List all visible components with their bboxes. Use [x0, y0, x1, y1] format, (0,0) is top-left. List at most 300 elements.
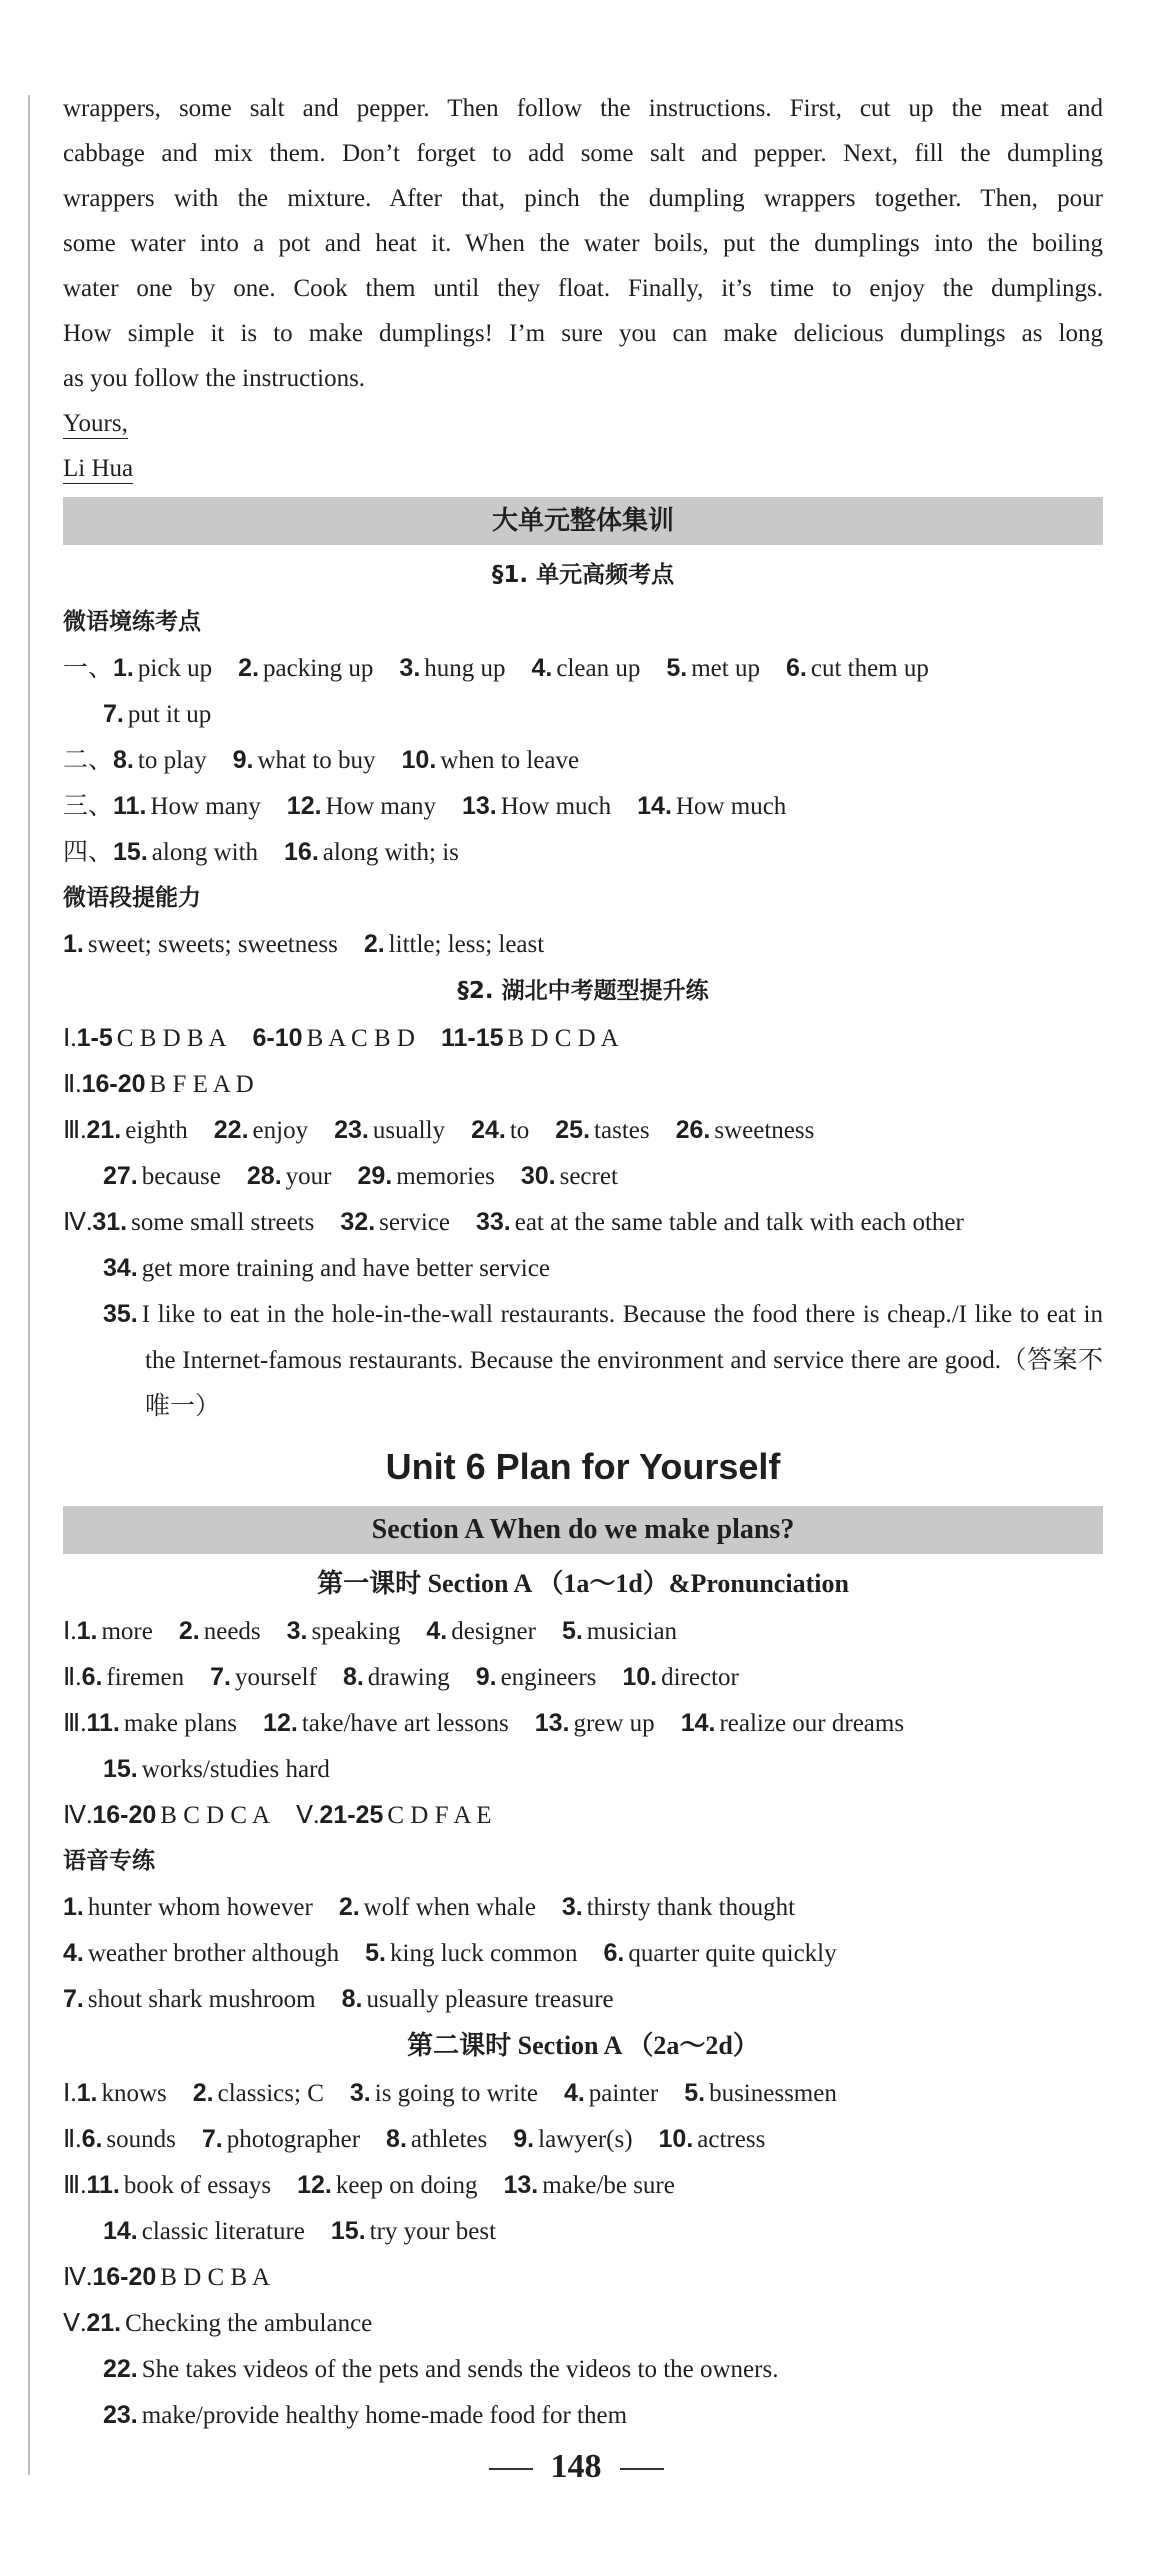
answer-items — [63, 1986, 640, 2013]
answer-row — [63, 1061, 1103, 1107]
letter-closing: Yours, — [63, 410, 128, 437]
item-answer: met up — [691, 655, 760, 682]
item-number: 4. — [426, 1617, 448, 1645]
item-number: 8. — [113, 746, 134, 774]
group-label: 三、 — [63, 793, 114, 820]
answer-item — [386, 2126, 487, 2153]
answer-item — [284, 839, 459, 866]
answer-item — [103, 2356, 778, 2383]
item-number: 23. — [103, 2401, 138, 2429]
item-answer: what to buy — [257, 747, 376, 774]
answer-item — [339, 1894, 536, 1921]
item-answer: put it up — [127, 701, 212, 728]
group-label: Ⅲ. — [63, 2172, 87, 2199]
item-number: 12. — [297, 2171, 332, 2199]
answer-item — [287, 1618, 401, 1645]
item-number: 13. — [503, 2171, 539, 2199]
letter-line: some water into a pot and heat it. When the water boils, put the dumplings into the boiling — [63, 230, 1103, 257]
answer-item — [676, 1117, 815, 1144]
item-answer: How many — [325, 793, 436, 820]
item-number: 1. — [63, 930, 84, 958]
answer-items — [103, 1255, 576, 1282]
answer-row — [63, 1976, 1103, 2022]
answer-page — [63, 86, 1103, 2438]
item-number: 29. — [357, 1162, 393, 1190]
answer-row — [63, 1654, 1103, 1700]
answer-item — [564, 2080, 658, 2107]
item-number: 1. — [113, 654, 134, 682]
answer-items — [113, 655, 955, 682]
item-answer: your — [285, 1163, 332, 1190]
answer-items — [92, 1209, 990, 1236]
answer-item — [77, 1618, 153, 1645]
item-answer: How much — [500, 793, 612, 820]
item-answer: to play — [137, 747, 207, 774]
answer-item — [521, 1163, 618, 1190]
answer-items — [87, 2172, 701, 2199]
answer-row — [63, 2254, 1103, 2300]
item-number: 9. — [232, 746, 254, 774]
item-answer: grew up — [573, 1710, 655, 1737]
item-answer: hung up — [424, 655, 506, 682]
group-label: Ⅱ. — [63, 1664, 82, 1691]
answer-row — [63, 645, 1103, 691]
item-number: 26. — [675, 1116, 711, 1144]
item-answer: How many — [150, 793, 261, 820]
item-number: 31. — [92, 1208, 128, 1236]
answer-items — [92, 1802, 296, 1829]
item-number: 15. — [103, 1755, 138, 1783]
item-answer: C B D B A — [116, 1025, 227, 1052]
item-answer: memories — [396, 1163, 495, 1190]
answer-items — [82, 1664, 765, 1691]
item-answer: works/studies hard — [141, 1756, 330, 1783]
answer-items — [77, 1025, 645, 1052]
answer-items — [82, 2126, 792, 2153]
answer-item — [263, 1710, 509, 1737]
item-number: 6. — [785, 654, 807, 682]
letter-body — [63, 86, 1103, 491]
answer-item — [103, 1756, 330, 1783]
answer-items — [63, 1894, 821, 1921]
item-number: 6. — [81, 2125, 103, 2153]
group-label: Ⅱ. — [63, 1071, 82, 1098]
answer-item — [555, 1117, 649, 1144]
item-number: 4. — [63, 1939, 84, 1967]
item-answer: firemen — [106, 1664, 185, 1691]
answer-item — [87, 1117, 188, 1144]
group-label: Ⅰ. — [63, 1618, 77, 1645]
item-answer: musician — [586, 1618, 678, 1645]
item-number: 7. — [103, 700, 124, 728]
answer-item — [103, 701, 211, 728]
answer-item — [357, 1163, 494, 1190]
answer-item — [637, 793, 786, 820]
answer-item — [82, 2126, 176, 2153]
answer-item — [193, 2080, 324, 2107]
item-answer: classics; C — [217, 2080, 324, 2107]
item-answer: weather brother although — [87, 1940, 340, 1967]
group-label: Ⅴ. — [296, 1802, 320, 1829]
item-number: 7. — [210, 1663, 232, 1691]
answer-item — [77, 2080, 167, 2107]
answer-item — [562, 1894, 795, 1921]
answer-item — [684, 2080, 837, 2107]
answer-items — [113, 839, 485, 866]
item-answer: usually pleasure treasure — [366, 1986, 614, 2013]
answer-row — [63, 2346, 1103, 2392]
item-answer: get more training and have better service — [141, 1255, 550, 1282]
item-answer: speaking — [311, 1618, 401, 1645]
left-margin-rule — [28, 95, 30, 2475]
group-label: 四、 — [63, 839, 114, 866]
item-answer: because — [141, 1163, 221, 1190]
item-number: 7. — [63, 1985, 84, 2013]
item-number: 9. — [475, 1663, 497, 1691]
group-label: Ⅳ. — [63, 1209, 93, 1236]
answer-item — [253, 1025, 415, 1052]
answer-row — [63, 1930, 1103, 1976]
answer-item — [247, 1163, 332, 1190]
answer-item — [365, 1940, 577, 1967]
item-answer: engineers — [500, 1664, 597, 1691]
subsection-title: 微语境练考点 — [63, 609, 201, 635]
answer-row — [63, 737, 1103, 783]
answer-item — [562, 1618, 677, 1645]
answer-row — [63, 1015, 1103, 1061]
item-answer: clean up — [556, 655, 641, 682]
item-number: 10. — [401, 746, 437, 774]
answer-item — [210, 1664, 317, 1691]
item-answer: make/provide healthy home-made food for them — [141, 2402, 628, 2429]
answer-item — [666, 655, 760, 682]
item-answer: shout shark mushroom — [87, 1986, 316, 2013]
item-answer: king luck common — [390, 1940, 578, 1967]
answer-row — [63, 2208, 1103, 2254]
answer-items — [92, 2264, 296, 2291]
item-answer: eat at the same table and talk with each other — [514, 1209, 964, 1236]
item-number: 13. — [461, 792, 497, 820]
item-number: 21. — [86, 2309, 122, 2337]
item-answer: sweet; sweets; sweetness — [87, 931, 338, 958]
answer-item — [504, 2172, 675, 2199]
letter-line: water one by one. Cook them until they float. Finally, it’s time to enjoy the dumplings. — [63, 275, 1103, 302]
item-number: 34. — [103, 1254, 138, 1282]
item-number: 1. — [76, 2079, 98, 2107]
answer-item — [103, 1255, 550, 1282]
answer-row — [63, 1199, 1103, 1245]
item-number: 2. — [178, 1617, 200, 1645]
answer-row — [63, 1245, 1103, 1291]
answer-row — [63, 2392, 1103, 2438]
item-number: 9. — [513, 2125, 535, 2153]
item-number: 22. — [213, 1116, 249, 1144]
answer-row — [63, 1608, 1103, 1654]
item-answer: take/have art lessons — [301, 1710, 509, 1737]
answer-item — [513, 2126, 632, 2153]
answer-item — [622, 1664, 739, 1691]
item-answer: when to leave — [440, 747, 580, 774]
item-answer: some small streets — [131, 1209, 315, 1236]
item-answer: C D F A E — [387, 1802, 492, 1829]
answer-row — [63, 2070, 1103, 2116]
item-answer: B F E A D — [149, 1071, 254, 1098]
item-number: 7. — [201, 2125, 223, 2153]
item-number: 5. — [365, 1939, 387, 1967]
item-answer: Checking the ambulance — [125, 2310, 373, 2337]
item-number: 16-20 — [81, 1070, 146, 1098]
answer-row — [63, 2116, 1103, 2162]
item-answer: B D C D A — [507, 1025, 619, 1052]
item-answer: realize our dreams — [719, 1710, 905, 1737]
item-number: 8. — [341, 1985, 363, 2013]
item-answer: hunter whom however — [87, 1894, 313, 1921]
item-number: 12. — [286, 792, 322, 820]
item-answer: classic literature — [141, 2218, 305, 2245]
answer-items — [87, 1117, 841, 1144]
answer-item — [103, 2402, 627, 2429]
item-answer: tastes — [594, 1117, 650, 1144]
answer-item — [202, 2126, 360, 2153]
page-number: 148 — [0, 2448, 1152, 2486]
answer-item — [63, 1940, 339, 1967]
answer-item — [103, 2218, 305, 2245]
answer-item — [113, 839, 258, 866]
item-answer: usually — [372, 1117, 446, 1144]
unit-title: Unit 6 Plan for Yourself — [385, 1446, 781, 1487]
letter-line: as you follow the instructions. — [63, 365, 366, 392]
answer-item — [297, 2172, 477, 2199]
answer-item — [364, 931, 544, 958]
answer-items — [77, 2080, 863, 2107]
answer-items — [86, 2310, 398, 2337]
item-number: 2. — [363, 930, 385, 958]
letter-line: wrappers with the mixture. After that, pinch the dumpling wrappers together. Then, pour — [63, 185, 1103, 212]
item-answer: keep on doing — [335, 2172, 478, 2199]
answer-item — [82, 1664, 185, 1691]
answer-item — [462, 793, 611, 820]
item-number: 30. — [520, 1162, 556, 1190]
answer-items — [87, 1710, 931, 1737]
item-answer: quarter quite quickly — [628, 1940, 837, 1967]
group-label: 一、 — [63, 655, 114, 682]
answer-item — [604, 1940, 837, 1967]
answer-item — [113, 655, 212, 682]
item-number: 33. — [475, 1208, 511, 1236]
answer-item — [350, 2080, 538, 2107]
item-number: 5. — [561, 1617, 583, 1645]
lesson-1-title: 第一课时 Section A （1a～1d）&Pronunciation — [317, 1569, 849, 1598]
item-number: 12. — [263, 1709, 298, 1737]
answer-item — [63, 1986, 316, 2013]
item-answer: drawing — [367, 1664, 450, 1691]
answer-item — [441, 1025, 619, 1052]
answer-item — [334, 1117, 445, 1144]
item-number: 10. — [622, 1663, 658, 1691]
answer-row — [63, 783, 1103, 829]
answer-item — [233, 747, 376, 774]
answer-item — [426, 1618, 536, 1645]
answer-item — [92, 1209, 314, 1236]
item-answer: sweetness — [714, 1117, 815, 1144]
answer-item — [92, 1802, 270, 1829]
item-number: 28. — [246, 1162, 282, 1190]
item-answer: B D C B A — [160, 2264, 271, 2291]
answer-items — [77, 1618, 703, 1645]
answer-item — [319, 1802, 491, 1829]
item-number: 25. — [555, 1116, 591, 1144]
answer-row — [63, 829, 1103, 875]
unit-review-banner: 大单元整体集训 — [63, 497, 1103, 545]
answer-items — [103, 701, 237, 728]
answer-item — [113, 747, 207, 774]
item-answer: to — [509, 1117, 530, 1144]
item-answer: make plans — [123, 1710, 238, 1737]
answer-item — [87, 2172, 272, 2199]
item-number: 14. — [680, 1709, 716, 1737]
answer-item — [402, 747, 580, 774]
item-number: 6. — [603, 1939, 625, 1967]
item-answer: make/be sure — [542, 2172, 675, 2199]
answer-items — [103, 2402, 653, 2429]
item-number: 3. — [399, 654, 421, 682]
answer-items — [103, 1163, 644, 1190]
item-number: 2. — [192, 2079, 214, 2107]
answer-items — [113, 747, 605, 774]
item-number: 23. — [334, 1116, 369, 1144]
item-answer: yourself — [235, 1664, 317, 1691]
section-1-title: §1. 单元高频考点 — [491, 562, 675, 588]
item-answer: along with — [151, 839, 259, 866]
letter-signature: Li Hua — [63, 455, 134, 482]
answer-item — [786, 655, 929, 682]
item-number: 2. — [338, 1893, 360, 1921]
answer-item — [287, 793, 436, 820]
item-number: 16-20 — [92, 2263, 157, 2291]
item-answer: packing up — [263, 655, 374, 682]
answer-item — [340, 1209, 450, 1236]
item-answer: along with; is — [322, 839, 459, 866]
item-number: 1-5 — [76, 1024, 113, 1052]
answer-item — [86, 2310, 372, 2337]
item-answer: How much — [675, 793, 787, 820]
item-number: 4. — [563, 2079, 585, 2107]
group-label: Ⅳ. — [63, 1802, 93, 1829]
item-answer: director — [661, 1664, 739, 1691]
item-number: 27. — [103, 1162, 138, 1190]
item-answer: knows — [101, 2080, 167, 2107]
item-number: 11. — [86, 2171, 120, 2199]
item-number: 15. — [113, 838, 148, 866]
item-answer: is going to write — [374, 2080, 538, 2107]
answer-items — [103, 2356, 804, 2383]
answer-row — [63, 691, 1103, 737]
letter-line: cabbage and mix them. Don’t forget to add some salt and pepper. Next, fill the dumpling — [63, 140, 1103, 167]
item-answer: photographer — [226, 2126, 361, 2153]
group-label: Ⅰ. — [63, 1025, 77, 1052]
item-number: 3. — [286, 1617, 308, 1645]
item-number: 6. — [81, 1663, 103, 1691]
item-number: 1. — [76, 1617, 98, 1645]
group-label: Ⅳ. — [63, 2264, 93, 2291]
item-answer: pick up — [137, 655, 213, 682]
answer-item — [681, 1710, 904, 1737]
item-number: 21. — [86, 1116, 122, 1144]
group-label: Ⅱ. — [63, 2126, 82, 2153]
answer-item — [77, 1025, 227, 1052]
subsection-title: 微语段提能力 — [63, 885, 201, 911]
item-number: 11. — [86, 1709, 120, 1737]
answer-items — [319, 1802, 517, 1829]
answer-row — [63, 1153, 1103, 1199]
section-2-title: §2. 湖北中考题型提升练 — [457, 978, 709, 1004]
item-answer: try your best — [369, 2218, 497, 2245]
answer-item — [63, 931, 338, 958]
item-answer: more — [101, 1618, 153, 1645]
answer-row — [63, 2162, 1103, 2208]
item-answer: service — [379, 1209, 450, 1236]
group-label: 二、 — [63, 747, 114, 774]
item-number: 11-15 — [440, 1024, 504, 1052]
subsection-title: 语音专练 — [63, 1848, 155, 1874]
answer-items — [82, 1071, 280, 1098]
answer-item — [476, 1664, 597, 1691]
letter-line: wrappers, some salt and pepper. Then follow the instructions. First, cut up the meat and — [63, 95, 1103, 122]
item-answer: cut them up — [810, 655, 929, 682]
answer-35: 35. I like to eat in the hole-in-the-wall restaurants. Because the food there is cheap./I like to eat in the Internet-famous restaurants. Because the environment and service there are good.（答案不唯一） — [103, 1300, 1103, 1420]
item-number: 14. — [103, 2217, 138, 2245]
item-number: 10. — [658, 2125, 694, 2153]
answer-item — [476, 1209, 964, 1236]
answer-items — [63, 931, 570, 958]
item-answer: B C D C A — [160, 1802, 271, 1829]
item-answer: book of essays — [123, 2172, 272, 2199]
item-answer: wolf when whale — [363, 1894, 536, 1921]
group-label: Ⅴ. — [63, 2310, 87, 2337]
answer-item — [63, 1894, 313, 1921]
item-number: 3. — [349, 2079, 371, 2107]
answer-item — [659, 2126, 766, 2153]
item-answer: enjoy — [252, 1117, 309, 1144]
item-number: 5. — [666, 654, 688, 682]
answer-item — [179, 1618, 261, 1645]
group-label: Ⅲ. — [63, 1710, 87, 1737]
item-answer: painter — [588, 2080, 659, 2107]
answer-items — [113, 793, 812, 820]
item-answer: little; less; least — [388, 931, 545, 958]
item-answer: athletes — [410, 2126, 488, 2153]
item-answer: lawyer(s) — [538, 2126, 633, 2153]
item-number: 1. — [63, 1893, 84, 1921]
answer-row — [63, 1700, 1103, 1746]
answer-item — [342, 1986, 614, 2013]
answer-row — [63, 1107, 1103, 1153]
answer-row — [63, 921, 1103, 967]
item-answer: thirsty thank thought — [586, 1894, 796, 1921]
answer-row — [63, 1746, 1103, 1792]
answer-item — [87, 1710, 238, 1737]
item-number: 15. — [330, 2217, 366, 2245]
answer-item — [532, 655, 641, 682]
answer-item — [238, 655, 373, 682]
answer-item — [113, 793, 261, 820]
item-answer: B A C B D — [306, 1025, 415, 1052]
group-label: Ⅲ. — [63, 1117, 87, 1144]
answer-items — [103, 2218, 522, 2245]
item-number: 32. — [340, 1208, 376, 1236]
item-number: 21-25 — [319, 1801, 384, 1829]
item-number: 8. — [342, 1663, 364, 1691]
